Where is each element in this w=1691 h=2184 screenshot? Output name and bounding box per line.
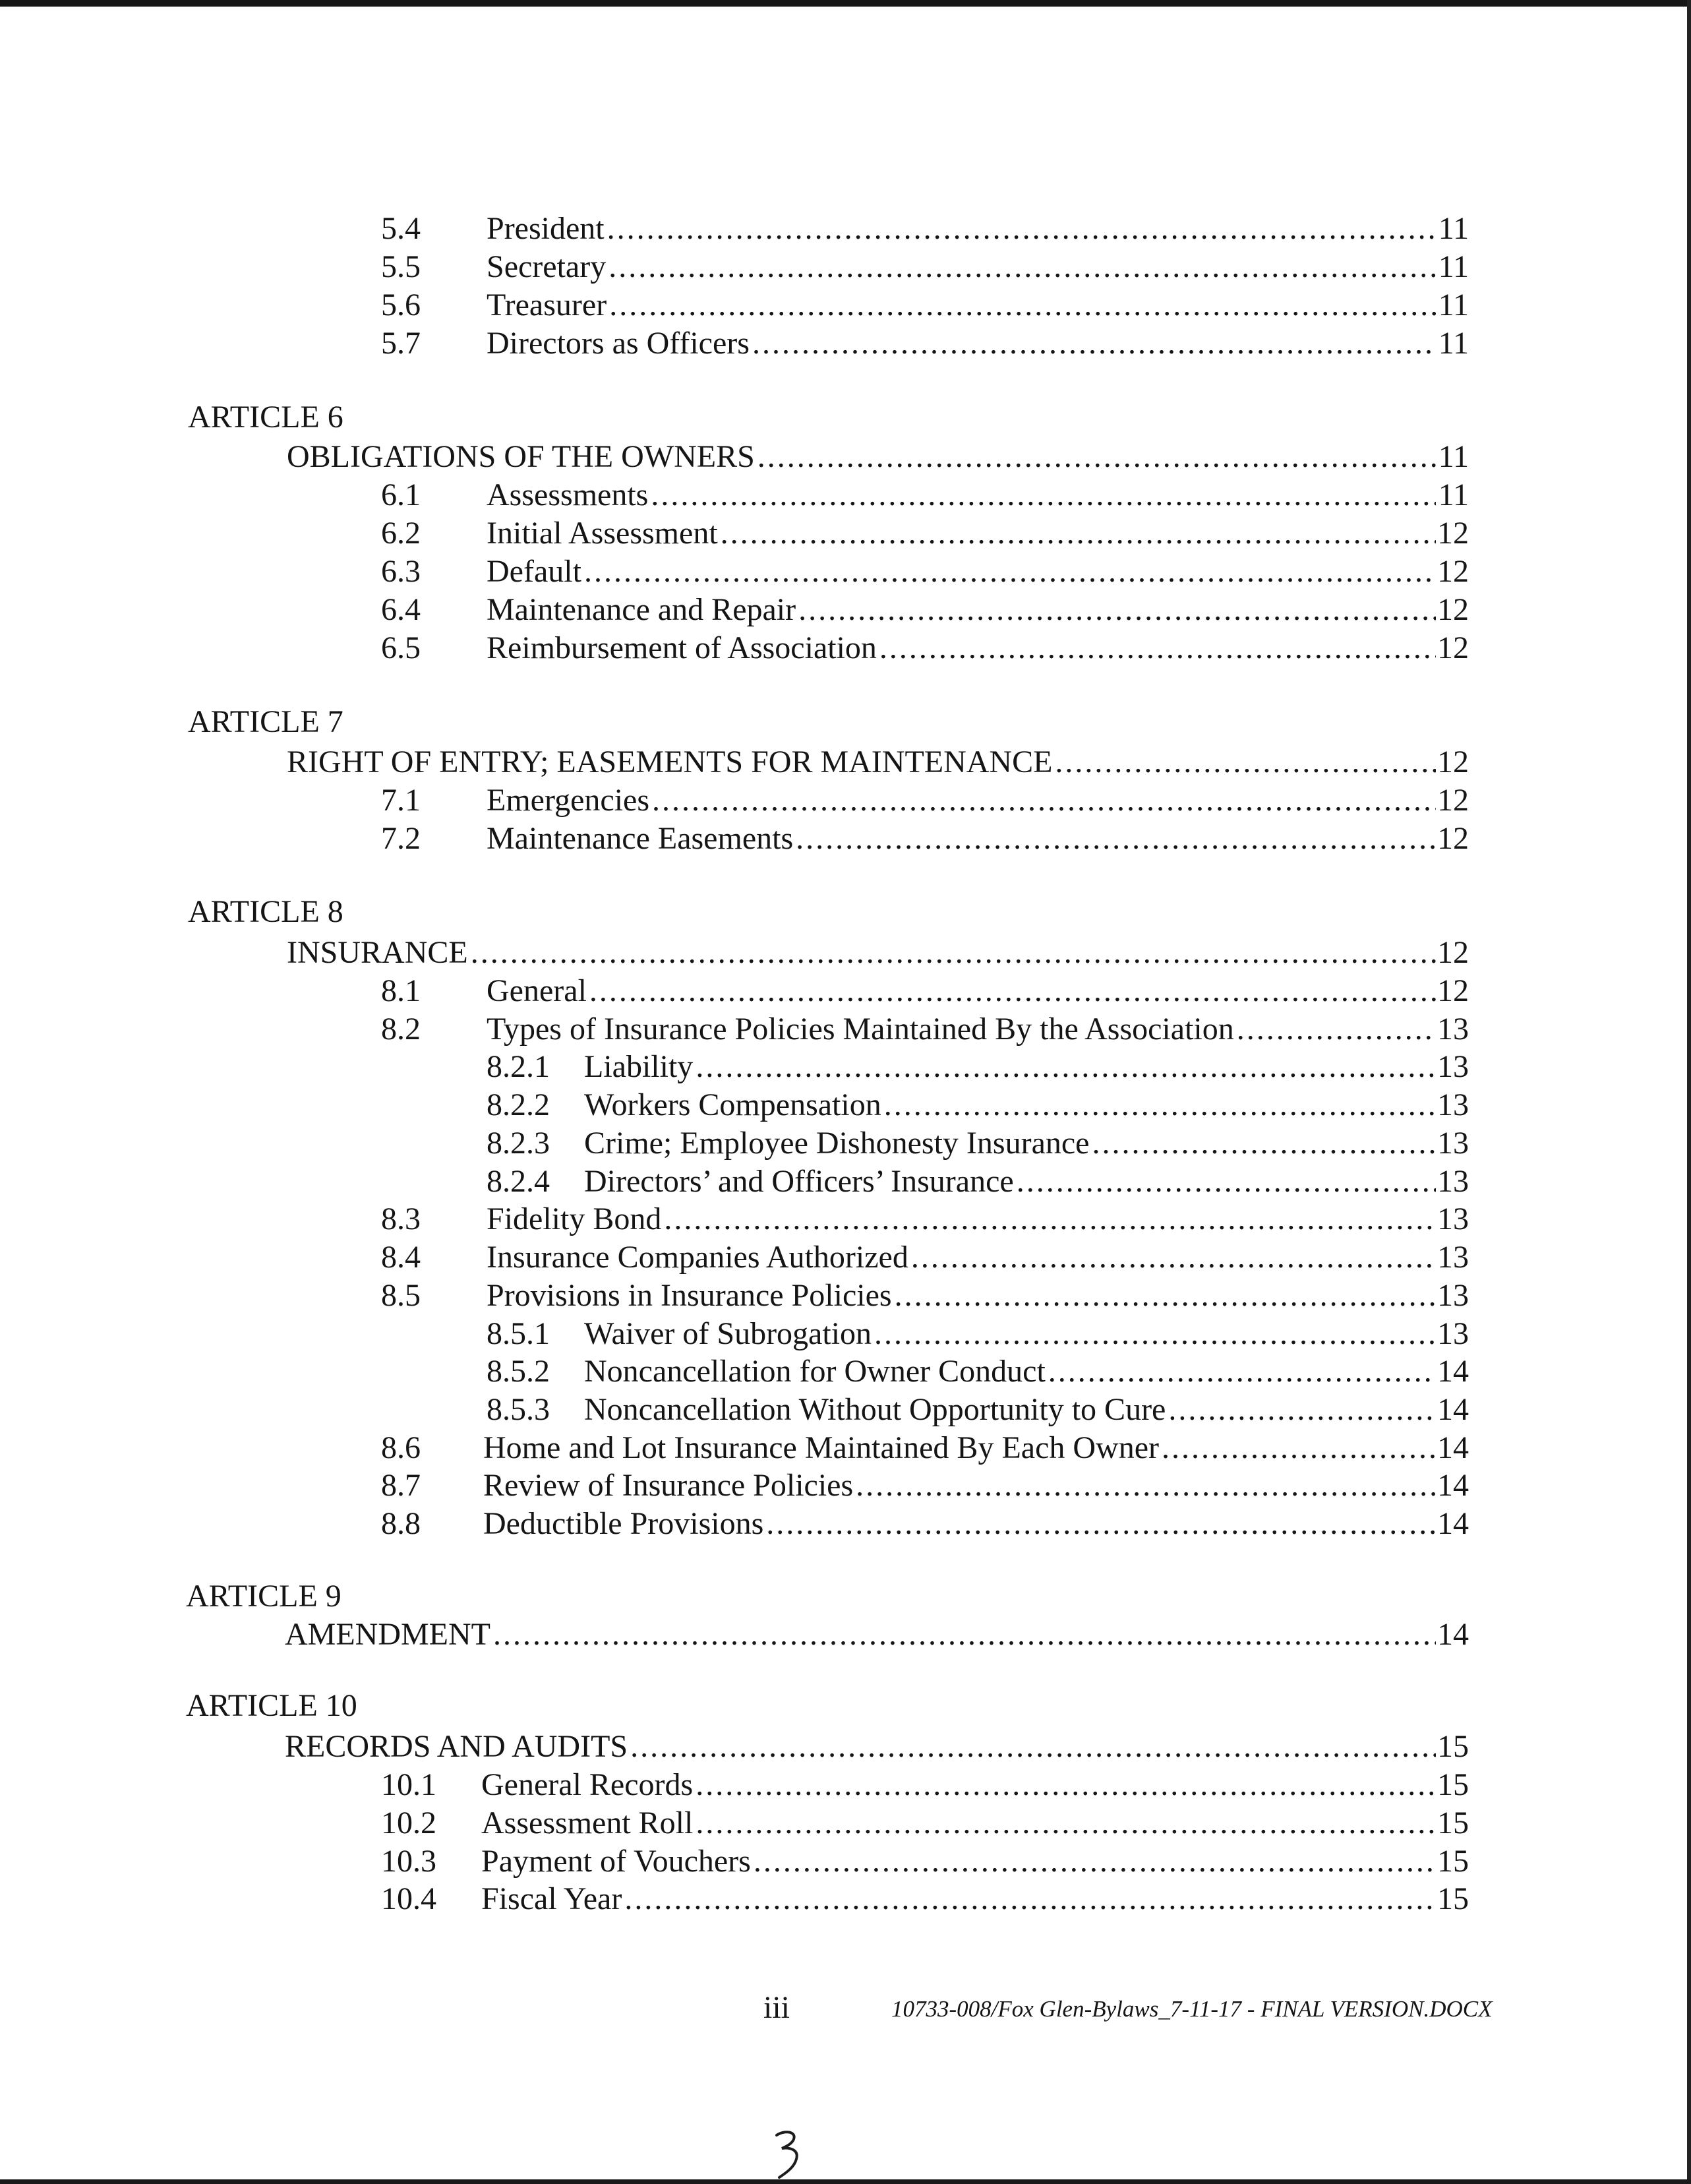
toc-entry [381,1429,1469,1467]
toc-entry-page: 15 [1437,1881,1469,1916]
footer-page-number: iii [763,1990,790,2025]
toc-entry-page: 13 [1437,1164,1469,1199]
toc-entry-title: Fiscal Year [481,1881,622,1916]
dot-leader [471,934,1436,972]
article-heading: ARTICLE 10 [186,1688,357,1723]
toc-entry-page: 11 [1438,326,1469,361]
toc-entry-page: 13 [1437,1126,1469,1161]
toc-article-title [287,743,1469,781]
toc-entry-number: 8.2.4 [487,1164,550,1199]
dot-leader [1168,1391,1436,1429]
toc-entry-page: 12 [1437,783,1469,818]
toc-entry-number: 5.6 [381,288,421,322]
toc-entry-title: Maintenance and Repair [487,592,796,627]
dot-leader [1055,743,1436,781]
dot-leader [589,972,1436,1010]
dot-leader [630,1728,1436,1766]
toc-entry-page: 14 [1437,1468,1469,1503]
toc-entry-title: RECORDS AND AUDITS [285,1729,628,1764]
toc-entry [381,1010,1469,1048]
dot-leader [624,1880,1436,1918]
toc-entry-title: Maintenance Easements [487,821,794,856]
dot-leader [757,438,1436,476]
toc-entry-title: Fidelity Bond [487,1201,662,1236]
toc-entry-page: 13 [1437,1049,1469,1084]
toc-entry-number: 8.3 [381,1201,421,1236]
dot-leader [609,286,1436,324]
toc-entry-title: General Records [481,1767,694,1802]
toc-entry-page: 15 [1437,1767,1469,1802]
toc-entry-number: 7.2 [381,821,421,856]
dot-leader [911,1238,1436,1277]
toc-entry-page: 11 [1438,439,1469,474]
dot-leader [651,476,1436,514]
toc-entry-number: 5.4 [381,211,421,246]
toc-entry-page: 12 [1437,592,1469,627]
dot-leader [798,591,1436,629]
toc-entry-page: 11 [1438,477,1469,512]
toc-entry [381,1238,1469,1277]
toc-entry-page: 15 [1437,1844,1469,1879]
toc-entry-number: 10.1 [381,1767,436,1802]
toc-entry [381,820,1469,858]
toc-entry-number: 8.7 [381,1468,421,1503]
toc-subentry [487,1391,1469,1429]
toc-entry-title: Provisions in Insurance Policies [487,1278,892,1313]
dot-leader [766,1505,1436,1543]
toc-entry-title: Reimbursement of Association [487,630,877,665]
toc-entry-number: 8.8 [381,1506,421,1541]
toc-entry-number: 10.2 [381,1805,436,1840]
toc-entry-title: Assessment Roll [481,1805,694,1840]
article-heading: ARTICLE 6 [188,400,343,435]
toc-entry-number: 10.4 [381,1881,436,1916]
dot-leader [1048,1352,1436,1391]
toc-entry-page: 13 [1437,1087,1469,1122]
toc-entry-title: INSURANCE [287,935,468,970]
dot-leader [696,1048,1436,1086]
toc-entry-number: 8.6 [381,1430,421,1465]
toc-entry [381,248,1469,286]
toc-entry-title: Noncancellation for Owner Conduct [584,1354,1046,1389]
toc-entry-title: Default [487,554,581,589]
dot-leader [493,1616,1436,1654]
dot-leader [1237,1010,1436,1048]
toc-entry-page: 13 [1437,1240,1469,1275]
toc-entry-title: OBLIGATIONS OF THE OWNERS [287,439,755,474]
toc-entry-number: 6.1 [381,477,421,512]
toc-entry [381,629,1469,667]
toc-entry-page: 14 [1437,1430,1469,1465]
dot-leader [652,781,1436,820]
toc-entry-title: Waiver of Subrogation [584,1316,872,1351]
article-heading: ARTICLE 9 [186,1579,341,1614]
toc-entry-number: 8.5 [381,1278,421,1313]
dot-leader [874,1315,1436,1353]
toc-subentry [487,1124,1469,1163]
toc-entry [381,553,1469,591]
toc-entry-page: 14 [1437,1392,1469,1427]
toc-entry-number: 8.2.2 [487,1087,550,1122]
toc-article-title [287,934,1469,972]
toc-entry-title: RIGHT OF ENTRY; EASEMENTS FOR MAINTENANCE [287,744,1053,779]
toc-article-title [285,1728,1469,1766]
toc-entry-number: 8.4 [381,1240,421,1275]
toc-entry [381,514,1469,553]
toc-entry [381,591,1469,629]
toc-article-title [287,438,1469,476]
toc-entry [381,972,1469,1010]
footer-file-name: 10733-008/Fox Glen-Bylaws_7-11-17 - FINAL VERSION.DOCX [891,1996,1493,2022]
dot-leader [754,1842,1436,1881]
toc-entry [381,1277,1469,1315]
toc-entry-page: 12 [1437,935,1469,970]
toc-entry-page: 11 [1438,249,1469,284]
toc-entry-page: 12 [1437,516,1469,551]
toc-entry-page: 15 [1437,1729,1469,1764]
toc-subentry [487,1163,1469,1201]
toc-article-title [285,1616,1469,1654]
toc-entry-title: Directors’ and Officers’ Insurance [584,1164,1014,1199]
toc-entry [381,1804,1469,1842]
toc-entry-number: 6.2 [381,516,421,551]
toc-entry-title: Liability [584,1049,694,1084]
toc-entry-title: Emergencies [487,783,650,818]
toc-entry-page: 11 [1438,288,1469,322]
dot-leader [884,1086,1436,1124]
article-heading: ARTICLE 7 [188,704,343,739]
dot-leader [1162,1429,1436,1467]
toc-entry [381,1842,1469,1881]
toc-entry [381,1200,1469,1238]
toc-entry-number: 8.5.1 [487,1316,550,1351]
toc-entry-title: Treasurer [487,288,607,322]
article-heading: ARTICLE 8 [188,894,343,929]
toc-entry-number: 5.5 [381,249,421,284]
toc-entry-number: 8.2 [381,1012,421,1046]
dot-leader [856,1467,1436,1505]
toc-entry-title: Home and Lot Insurance Maintained By Each Owner [483,1430,1159,1465]
toc-entry-number: 8.5.3 [487,1392,550,1427]
toc-entry-page: 12 [1437,630,1469,665]
toc-entry-number: 10.3 [381,1844,436,1879]
toc-entry-title: General [487,973,587,1008]
toc-entry-title: Review of Insurance Policies [483,1468,854,1503]
dot-leader [607,210,1436,248]
toc-entry-page: 13 [1437,1201,1469,1236]
toc-entry-page: 12 [1437,744,1469,779]
dot-leader [1017,1163,1436,1201]
dot-leader [879,629,1436,667]
toc-entry-number: 8.5.2 [487,1354,550,1389]
toc-entry-page: 12 [1437,821,1469,856]
toc-entry-number: 8.2.1 [487,1049,550,1084]
toc-subentry [487,1086,1469,1124]
toc-entry-title: Workers Compensation [584,1087,881,1122]
dot-leader [721,514,1436,553]
toc-entry-title: Types of Insurance Policies Maintained By the Association [487,1012,1234,1046]
dot-leader [696,1766,1436,1804]
toc-entry-title: Insurance Companies Authorized [487,1240,908,1275]
toc-entry [381,286,1469,324]
toc-entry-title: Noncancellation Without Opportunity to Cure [584,1392,1166,1427]
toc-entry-number: 5.7 [381,326,421,361]
toc-entry-number: 6.4 [381,592,421,627]
dot-leader [696,1804,1436,1842]
toc-entry-title: Assessments [487,477,649,512]
toc-entry [381,324,1469,363]
toc-entry-number: 6.3 [381,554,421,589]
toc-subentry [487,1315,1469,1353]
toc-entry [381,210,1469,248]
toc-entry [381,1880,1469,1918]
toc-entry [381,476,1469,514]
toc-subentry [487,1048,1469,1086]
toc-entry-title: Secretary [487,249,607,284]
dot-leader [796,820,1436,858]
toc-entry-title: AMENDMENT [285,1617,490,1652]
toc-entry-page: 11 [1438,211,1469,246]
toc-entry-page: 14 [1437,1506,1469,1541]
toc-entry-number: 7.1 [381,783,421,818]
toc-entry [381,1505,1469,1543]
toc-entry-title: Payment of Vouchers [481,1844,751,1879]
toc-entry-page: 13 [1437,1012,1469,1046]
toc-entry-title: Initial Assessment [487,516,718,551]
toc-entry-title: Deductible Provisions [483,1506,764,1541]
toc-subentry [487,1352,1469,1391]
dot-leader [752,324,1436,363]
toc-entry-page: 13 [1437,1316,1469,1351]
toc-entry-page: 13 [1437,1278,1469,1313]
toc-entry-page: 15 [1437,1805,1469,1840]
toc-entry-page: 14 [1437,1617,1469,1652]
toc-entry-title: Crime; Employee Dishonesty Insurance [584,1126,1090,1161]
toc-entry-page: 12 [1437,554,1469,589]
toc-entry-number: 8.2.3 [487,1126,550,1161]
toc-entry [381,1766,1469,1804]
dot-leader [895,1277,1436,1315]
toc-entry [381,781,1469,820]
handwritten-mark [770,2127,808,2180]
toc-entry-page: 14 [1437,1354,1469,1389]
toc-entry-title: President [487,211,605,246]
dot-leader [608,248,1436,286]
dot-leader [584,553,1436,591]
toc-entry-page: 12 [1437,973,1469,1008]
dot-leader [1092,1124,1436,1163]
dot-leader [664,1200,1436,1238]
toc-entry-title: Directors as Officers [487,326,750,361]
toc-entry-number: 6.5 [381,630,421,665]
toc-entry [381,1467,1469,1505]
toc-entry-number: 8.1 [381,973,421,1008]
